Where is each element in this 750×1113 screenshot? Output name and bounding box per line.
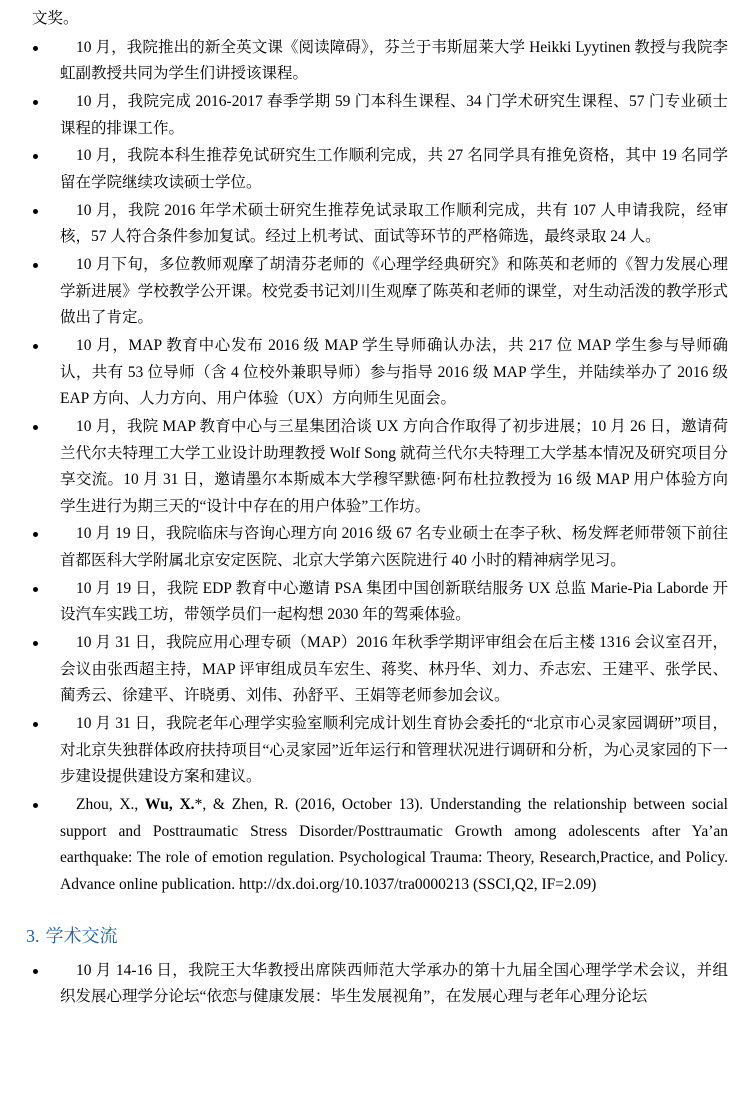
list-item [22, 711, 728, 791]
list-item-text: 10 月，MAP 教育中心发布 2016 级 MAP 学生导师确认办法，共 217 位 MAP 学生参与导师确认，共有 53 位导师（含 4 位校外兼职导师）参与指导 2016 级 MAP 学生，并陆续举办了 2016 级 EAP 方向、人力方向、用户体验（UX）方向师生见面会。 [60, 336, 728, 408]
list-item [22, 576, 728, 629]
list-item [22, 414, 728, 521]
reference-prefix: Zhou, X., [76, 796, 146, 814]
list-item [22, 89, 728, 142]
list-item-text: 10 月，我院 2016 年学术硕士研究生推荐免试录取工作顺利完成，共有 107 人申请我院，经审核，57 人符合条件参加复试。经过上机考试、面试等环节的严格筛选，最终录取 24 人。 [60, 201, 728, 246]
section-heading [26, 921, 728, 952]
section-number: 3. [26, 925, 40, 946]
list-item [22, 198, 728, 251]
list-item-text: 10 月，我院完成 2016-2017 春季学期 59 门本科生课程、34 门学术研究生课程、57 门专业硕士课程的排课工作。 [60, 92, 728, 137]
lead-paragraph: 文奖。 [32, 10, 79, 27]
list-item-text: 10 月，我院 MAP 教育中心与三星集团洽谈 UX 方向合作取得了初步进展；10 月 26 日，邀请荷兰代尔夫特理工大学工业设计助理教授 Wolf Song 就荷兰代尔夫特理工大学基本情况及研究项目分享交流。10 月 31 日，邀请墨尔本斯威本大学穆罕默德·阿布杜拉教授为 16 级 MAP 用户体验方向学生进行为期三天的“设计中存在的用户体验”工作坊。 [60, 417, 728, 515]
list-item-text: 10 月 31 日，我院老年心理学实验室顺利完成计划生育协会委托的“北京市心灵家园调研”项目，对北京失独群体政府扶持项目“心灵家园”近年运行和管理状况进行调研和分析，为心灵家园的下一步建设提供建设方案和建议。 [60, 715, 728, 786]
list-item-text: 10 月 14-16 日，我院王大华教授出席陕西师范大学承办的第十九届全国心理学学术会议，并组织发展心理学分论坛“依恋与健康发展：毕生发展视角”，在发展心理与老年心理分论坛 [60, 961, 728, 1006]
list-item [22, 35, 728, 88]
list-item-text: 10 月 19 日，我院 EDP 教育中心邀请 PSA 集团中国创新联结服务 UX 总监 Marie-Pia Laborde 开设汽车实践工坊，带领学员们一起构想 2030 年的驾乘体验。 [60, 579, 728, 624]
reference-suffix: *, & Zhen, R. (2016, October 13). Understanding the relationship between social support and Posttraumatic Stress Disorder/Posttraumatic Growth among adolescents after Ya’an earthquake: The role of emotion regulation. Psychological Trauma: Theory, Research,Practice, and Policy. Advance online publication. http://dx.doi.org/10.1037/tra0000213 (SSCI,Q2, IF=2.09) [60, 796, 728, 893]
list-item [22, 333, 728, 413]
list-item [22, 630, 728, 710]
list-item [22, 143, 728, 196]
bullet-list-section [22, 958, 728, 1011]
reference-bold-authors: Wu, X. [145, 796, 195, 814]
list-item-text: 10 月 31 日，我院应用心理专硕（MAP）2016 年秋季学期评审组会在后主楼 1316 会议室召开，会议由张西超主持，MAP 评审组成员车宏生、蒋奖、林丹华、刘力、乔志宏、王建平、张学民、蔺秀云、徐建平、许晓勇、刘伟、孙舒平、王娟等老师参加会议。 [60, 634, 728, 705]
list-item [22, 252, 728, 332]
list-item-text: 10 月，我院本科生推荐免试研究生工作顺利完成，共 27 名同学具有推免资格，其中 19 名同学留在学院继续攻读硕士学位。 [60, 147, 728, 191]
reference-item [22, 792, 728, 899]
list-item-text: 10 月下旬，多位教师观摩了胡清芬老师的《心理学经典研究》和陈英和老师的《智力发展心理学新进展》学校教学公开课。校党委书记刘川生观摩了陈英和老师的课堂，对生动活泼的教学形式做出了肯定。 [60, 255, 728, 327]
bullet-list-main [22, 35, 728, 899]
list-item-text: 10 月，我院推出的新全英文课《阅读障碍》，芬兰于韦斯屈莱大学 Heikki Lyytinen 教授与我院李虹副教授共同为学生们讲授该课程。 [60, 38, 728, 83]
section-title: 学术交流 [45, 925, 118, 946]
list-item-text: 10 月 19 日，我院临床与咨询心理方向 2016 级 67 名专业硕士在李子秋、杨发辉老师带领下前往首都医科大学附属北京安定医院、北京大学第六医院进行 40 小时的精神病学见习。 [60, 525, 728, 570]
list-item [22, 521, 728, 574]
list-item [22, 958, 728, 1011]
